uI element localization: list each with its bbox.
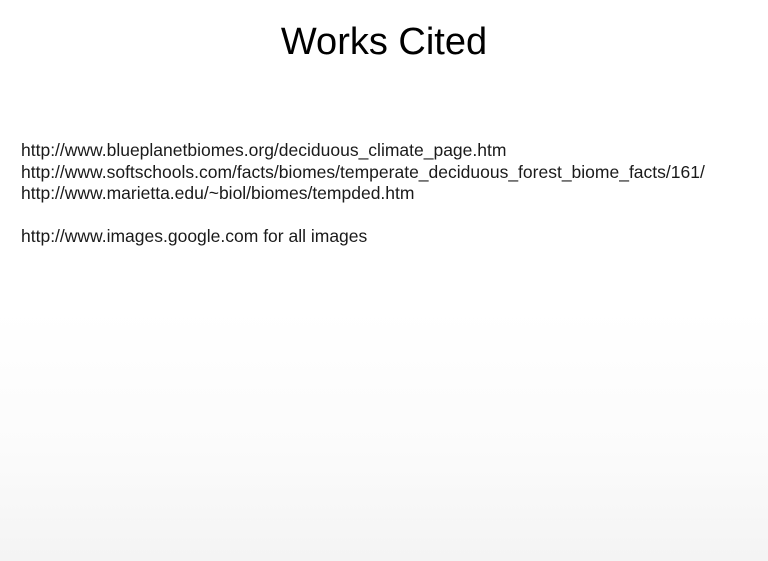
- image-credit-line: http://www.images.google.com for all images: [21, 225, 368, 246]
- page-title: Works Cited: [280, 21, 488, 63]
- list-item: http://www.softschools.com/facts/biomes/temperate_deciduous_forest_biome_facts/161/: [21, 161, 705, 182]
- list-spacer: [21, 205, 751, 226]
- list-item: http://www.marietta.edu/~biol/biomes/tempded.htm: [21, 183, 415, 203]
- works-cited-list: [21, 140, 751, 247]
- list-item: http://www.blueplanetbiomes.org/deciduous_climate_page.htm: [21, 140, 507, 160]
